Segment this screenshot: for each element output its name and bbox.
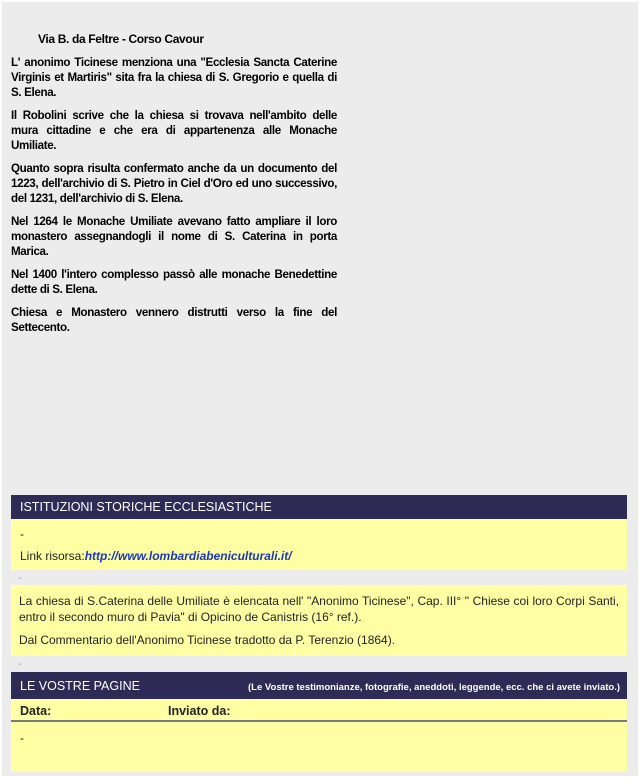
istituzioni-panel	[11, 519, 627, 570]
separator-dot: -	[18, 573, 22, 584]
resource-link-label: Link risorsa:	[20, 549, 85, 563]
resource-link-row	[20, 549, 292, 563]
article-heading: Via B. da Feltre - Corso Cavour	[38, 32, 204, 46]
pagine-columns	[11, 699, 627, 722]
article-paragraph: Nel 1264 le Monache Umiliate avevano fatto ampliare il loro monastero assegnandogli il nome di S. Caterina in porta Marica.	[11, 215, 337, 258]
pagine-title: LE VOSTRE PAGINE	[20, 679, 140, 693]
resource-link[interactable]: http://www.lombardiabeniculturali.it/	[84, 549, 292, 563]
column-data: Data:	[20, 704, 52, 718]
separator-dot: -	[18, 659, 22, 670]
pagine-header	[11, 672, 627, 699]
article-paragraph: Nel 1400 l'intero complesso passò alle monache Benedettine dette di S. Elena.	[11, 268, 337, 296]
article-paragraph: Quanto sopra risulta confermato anche da un documento del 1223, dell'archivio di S. Pietro in Ciel d'Oro ed uno successivo, del 1231, dell'archivio di S. Elena.	[11, 162, 337, 205]
istituzioni-dash: -	[20, 527, 24, 541]
istituzioni-header	[11, 495, 627, 519]
column-inviato: Inviato da:	[168, 704, 231, 718]
pagine-panel	[11, 699, 627, 772]
istituzioni-title: ISTITUZIONI STORICHE ECCLESIASTICHE	[20, 500, 272, 514]
article	[11, 32, 337, 343]
citazioni-panel	[11, 585, 627, 656]
pagine-subtitle: (Le Vostre testimonianze, fotografie, aneddoti, leggende, ecc. che ci avete inviato.)	[248, 682, 620, 693]
pagine-dash: -	[20, 731, 24, 745]
article-paragraph: Chiesa e Monastero vennero distrutti verso la fine del Settecento.	[11, 306, 337, 334]
citation-text: La chiesa di S.Caterina delle Umiliate è elencata nell' "Anonimo Ticinese", Cap. III° " Chiese coi loro Corpi Santi, entro il secondo muro di Pavia" di Opicino de Canistris (16° ref.).	[19, 594, 619, 624]
citation-source: Dal Commentario dell'Anonimo Ticinese tradotto da P. Terenzio (1864).	[19, 633, 396, 647]
article-paragraph: L' anonimo Ticinese menziona una "Ecclesia Sancta Caterine Virginis et Martiris" sita fra la chiesa di S. Gregorio e quella di S. Elena.	[11, 56, 337, 99]
article-paragraph: Il Robolini scrive che la chiesa si trovava nell'ambito delle mura cittadine e che era di appartenenza alle Monache Umiliate.	[11, 109, 337, 152]
